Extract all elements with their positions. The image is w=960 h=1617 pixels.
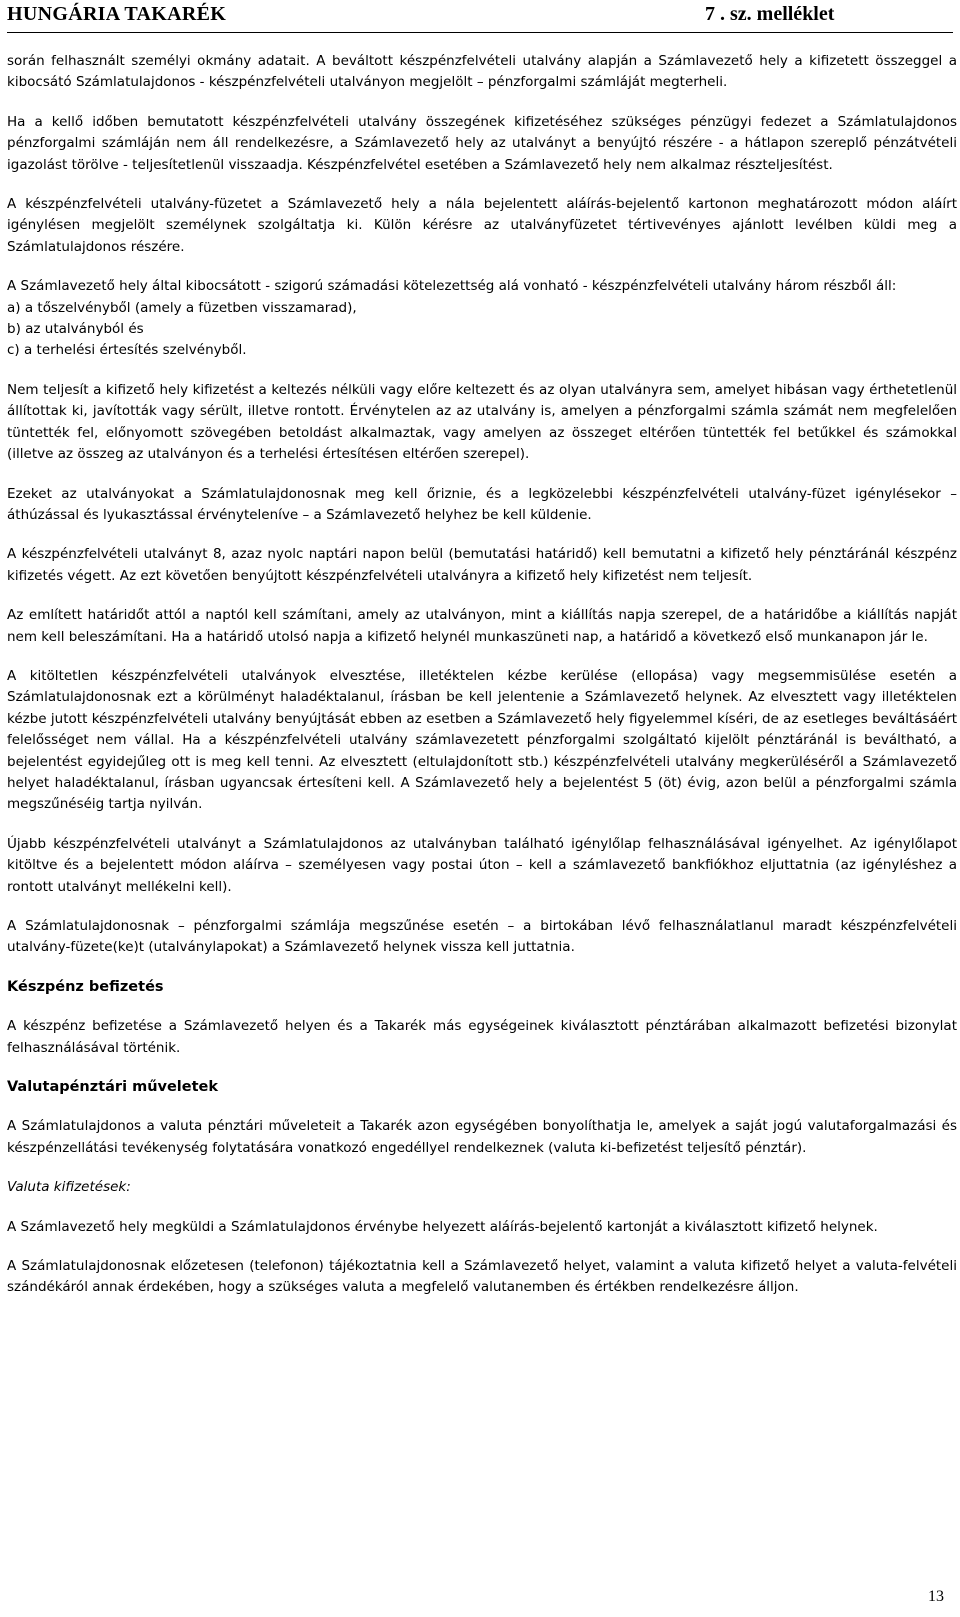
utalvany-parts-list bbox=[7, 276, 957, 362]
paragraph: A Számlavezető hely megküldi a Számlatulajdonos érvénybe helyezett aláírás-bejelentő kartonját a kiválasztott kifizető helynek. bbox=[7, 1218, 878, 1235]
paragraph: A készpénz befizetése a Számlavezető helyen és a Takarék más egységeinek kiválasztott pénztárában alkalmazott befizetési bizonylat felhasználásával történik. bbox=[7, 1018, 957, 1056]
section-heading: Valutapénztári műveletek bbox=[7, 1079, 219, 1096]
paragraph: Ha a kellő időben bemutatott készpénzfelvételi utalvány összegének kifizetéséhez szükséges pénzügyi fedezet a Számlatulajdonos pénzforgalmi számláján nem áll rendelkezésre, a Számlavezető hely az utalványt a benyújtó részére - a hátlapon szereplő pénzátvételi igazolást törölve - teljesítetlenül visszaadja. Készpénzfelvétel esetében a Számlavezető hely nem alkalmaz részteljesítést. bbox=[7, 113, 957, 173]
paragraph: Az említett határidőt attól a naptól kell számítani, amely az utalványon, mint a kiállítás napja szerepel, de a határidőbe a kiállítás napját nem kell beleszámítani. Ha a határidő utolsó napja a kifizető helynél munkaszüneti nap, a határidő a következő első munkanapon jár le. bbox=[7, 607, 957, 645]
list-intro: A Számlavezető hely által kibocsátott - szigorú számadási kötelezettség alá vonható - készpénzfelvételi utalvány három részből áll: bbox=[7, 278, 897, 295]
list-item: b) az utalványból és bbox=[7, 321, 144, 338]
paragraph: A készpénzfelvételi utalványt 8, azaz nyolc naptári napon belül (bemutatási határidő) kell bemutatni a kifizető hely pénztáránál készpénz kifizetés végett. Az ezt követően benyújtott készpénzfelvételi utalványra a kifizető hely kifizetést nem teljesít. bbox=[7, 546, 957, 584]
paragraph: A kitöltetlen készpénzfelvételi utalványok elvesztése, illetéktelen kézbe kerülése (ellopása) vagy megsemmisülése esetén a Számlatulajdonosnak ezt a körülményt haladéktalanul, írásban be kell jelentenie a Számlavezető helynek. Az elvesztett vagy illetéktelen kézbe jutott készpénzfelvételi utalvány benyújtását ebben az esetben a Számlavezető hely figyelemmel kíséri, de az esetleges beváltásáért felelősséget nem vállal. Ha a készpénzfelvételi utalvány számlavezetett pénzforgalmi szolgáltató kijelölt pénztáránál is beváltható, a bejelentést egyidejűleg ott is meg kell tenni. Az elvesztett (eltulajdonított stb.) készpénzfelvételi utalvány megkerüléséről a Számlavezető helyet haladéktalanul, írásban ugyancsak értesíteni kell. A Számlavezető hely a bejelentést 5 (öt) évig, azon belül a pénzforgalmi számla megszűnéséig tartja nyilván. bbox=[7, 667, 957, 813]
page-number: 13 bbox=[928, 1588, 944, 1605]
paragraph: során felhasznált személyi okmány adatait. A beváltott készpénzfelvételi utalvány alapján a Számlavezető hely a kifizetett összeggel a kibocsátó Számlatulajdonos - készpénzfelvételi utalványon megjelölt – pénzforgalmi számláját megterheli. bbox=[7, 53, 957, 91]
subsection-heading: Valuta kifizetések: bbox=[7, 1179, 131, 1196]
list-item: a) a tőszelvényből (amely a füzetben visszamarad), bbox=[7, 299, 357, 316]
paragraph: Nem teljesít a kifizető hely kifizetést a keltezés nélküli vagy előre keltezett és az olyan utalványra sem, amelyet hibásan vagy érthetetlenül állítottak ki, javították vagy sérült, illetve rontott. Érvénytelen az az utalvány is, amelyen a pénzforgalmi számla számát nem megfelelően tüntették fel, előnyomott szövegében betoldást alkalmaztak, vagy amelyen az összeget eltérően tüntették fel betűkkel és számokkal (illetve az összeg az utalványon és a terhelési értesítésen eltérően szerepel). bbox=[7, 381, 957, 463]
paragraph: A Számlatulajdonosnak előzetesen (telefonon) tájékoztatnia kell a Számlavezető helyet, valamint a valuta kifizető helyet a valuta-felvételi szándékáról annak érdekében, hogy a szükséges valuta a megfelelő valutanemben és értékben rendelkezésre álljon. bbox=[7, 1258, 957, 1296]
paragraph: A Számlatulajdonosnak – pénzforgalmi számlája megszűnése esetén – a birtokában lévő felhasználatlanul maradt készpénzfelvételi utalvány-füzete(ke)t (utalványlapokat) a Számlavezető helynek vissza kell juttatnia. bbox=[7, 918, 957, 956]
annex-label: 7 . sz. melléklet bbox=[705, 3, 835, 25]
list-item: c) a terhelési értesítés szelvényből. bbox=[7, 342, 247, 359]
paragraph: Újabb készpénzfelvételi utalványt a Számlatulajdonos az utalványban található igénylőlap felhasználásával igényelhet. Az igénylőlapot kitöltve és a bejelentett módon aláírva – személyesen vagy postai úton – kell a számlavezető bankfiókhoz eljuttatnia (az igényléshez a rontott utalványt mellékelni kell). bbox=[7, 835, 957, 895]
paragraph: A Számlatulajdonos a valuta pénztári műveleteit a Takarék azon egységében bonyolíthatja le, amelyek a saját jogú valutaforgalmazási és készpénzellátási tevékenység folytatására vonatkozó engedéllyel rendelkeznek (valuta ki-befizetést teljesítő pénztár). bbox=[7, 1118, 957, 1156]
organization-name: HUNGÁRIA TAKARÉK bbox=[7, 3, 227, 25]
document-body bbox=[7, 51, 957, 1317]
page-header bbox=[7, 0, 953, 33]
section-heading: Készpénz befizetés bbox=[7, 978, 164, 995]
paragraph: Ezeket az utalványokat a Számlatulajdonosnak meg kell őriznie, és a legközelebbi készpénzfelvételi utalvány-füzet igénylésekor – áthúzással és lyukasztással érvényteleníve – a Számlavezető helyhez be kell küldenie. bbox=[7, 485, 957, 523]
paragraph: A készpénzfelvételi utalvány-füzetet a Számlavezető hely a nála bejelentett aláírás-bejelentő kartonon meghatározott módon aláírt igénylésen megjelölt személynek szolgáltatja ki. Külön kérésre az utalványfüzetet tértivevényes ajánlott levélben küldi meg a Számlatulajdonos részére. bbox=[7, 196, 957, 255]
